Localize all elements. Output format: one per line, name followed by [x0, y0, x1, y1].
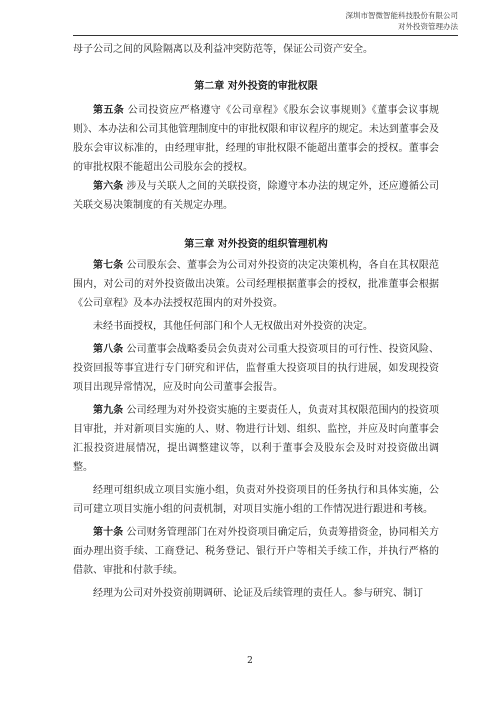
article-10-label: 第十条: [93, 527, 124, 538]
intro-paragraph: 母子公司之间的风险隔离以及利益冲突防范等，保证公司资产安全。: [73, 44, 373, 55]
document-body: [73, 40, 439, 603]
article-5-label: 第五条: [93, 105, 125, 116]
header-doc-title: 对外投资管理办法: [398, 22, 458, 31]
article-10-paragraph-2: 经理为公司对外投资前期调研、论证及后续管理的责任人。参与研究、制订: [93, 588, 423, 599]
article-6: [73, 177, 439, 215]
article-10: [73, 523, 439, 580]
article-5: [73, 101, 439, 177]
chapter-2-title: 第二章 对外投资的审批权限: [194, 81, 318, 92]
page-number: 2: [247, 656, 253, 666]
article-7-text: 公司股东会、董事会为公司对外投资的决定决策机构，各自在其权限范围内，对公司的对外投资做出决策。公司经理根据董事会的授权，批准董事会根据《公司章程》及本办法授权范围内的对外投资。: [73, 260, 439, 309]
article-7-label: 第七条: [93, 260, 124, 271]
article-6-label: 第六条: [93, 181, 124, 192]
article-7: [73, 256, 439, 313]
article-8-text: 公司董事会战略委员会负责对公司重大投资项目的可行性、投资风险、投资回报等事宜进行专门研究和评估，监督重大投资项目的执行进展，如发现投资项目出现异常情况，应及时向公司董事会报告。: [73, 344, 439, 393]
article-7-paragraph-2: 未经书面授权，其他任何部门和个人无权做出对外投资的决定。: [93, 321, 373, 332]
article-8: [73, 340, 439, 397]
header-company: 深圳市智微智能科技股份有限公司: [345, 11, 458, 20]
chapter-3-title: 第三章 对外投资的组织管理机构: [184, 239, 328, 250]
article-8-label: 第八条: [93, 344, 124, 355]
header-rule: [73, 35, 458, 36]
page-header: [158, 10, 458, 32]
article-9-label: 第九条: [93, 405, 124, 416]
article-9: [73, 401, 439, 477]
article-5-text: 公司投资应严格遵守《公司章程》《股东会议事规则》《董事会议事规则》、本办法和公司其他管理制度中的审批权限和审议程序的规定。未达到董事会及股东会审议标准的，由经理审批，经理的审批权限不能超出董事会的授权。董事会的审批权限不能超出公司股东会的授权。: [73, 105, 440, 173]
article-10-text: 公司财务管理部门在对外投资项目确定后，负责筹措资金，协同相关方面办理出资手续、工商登记、税务登记、银行开户等相关手续工作，并执行严格的借款、审批和付款手续。: [73, 527, 439, 576]
article-9-text: 公司经理为对外投资实施的主要责任人，负责对其权限范围内的投资项目审批，并对新项目实施的人、财、物进行计划、组织、监控，并应及时向董事会汇报投资进展情况，提出调整建议等，以利于董事会及股东会及时对投资做出调整。: [73, 405, 439, 473]
article-6-text: 涉及与关联人之间的关联投资，除遵守本办法的规定外，还应遵循公司关联交易决策制度的有关规定办理。: [73, 181, 439, 211]
article-9-paragraph-2: 经理可组织成立项目实施小组，负责对外投资项目的任务执行和具体实施，公司可建立项目实施小组的问责机制，对项目实施小组的工作情况进行跟进和考核。: [73, 485, 439, 515]
